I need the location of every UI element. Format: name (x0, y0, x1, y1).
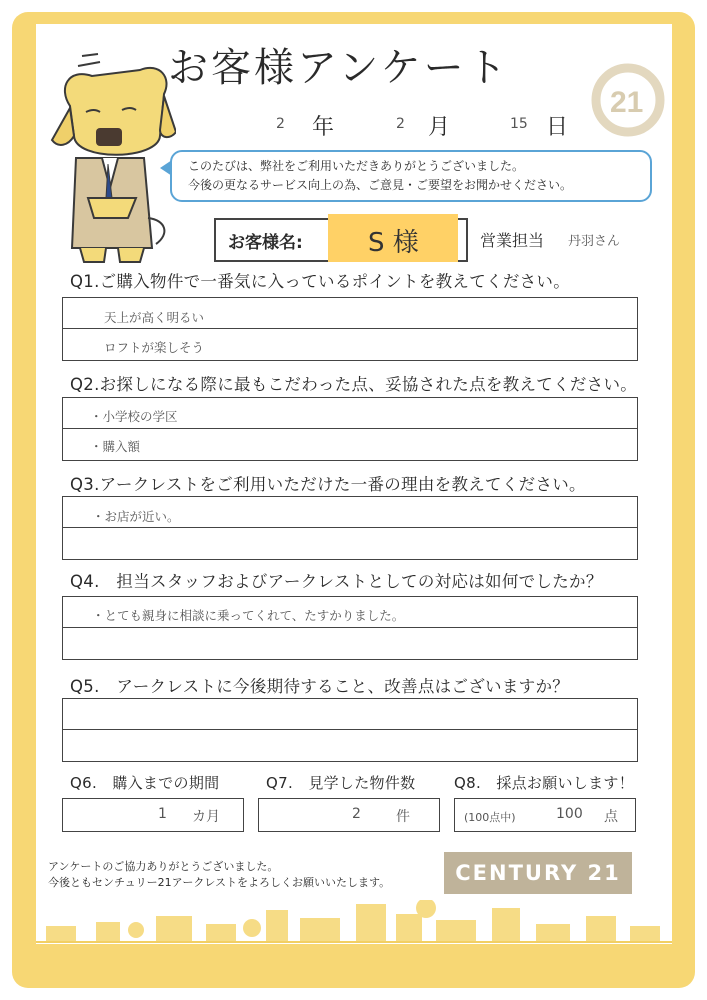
question-5-label: Q5. アークレストに今後期待すること、改善点はございますか？ (70, 677, 570, 696)
intro-line-2: 今後の更なるサービス向上の為、ご意見・ご要望をお聞かせください。 (188, 178, 573, 192)
date-year-label: 年 (312, 115, 335, 140)
sales-staff-label: 営業担当 (480, 231, 545, 250)
question-6-unit: カ月 (192, 809, 220, 825)
date-year-value: 2 (276, 116, 285, 132)
date-day-label: 日 (546, 115, 569, 140)
question-3-answer-line-1: ・お店が近い。 (92, 509, 180, 524)
question-8-value: 100 (556, 806, 583, 822)
question-8-unit: 点 (604, 809, 618, 825)
date-month-label: 月 (428, 115, 451, 140)
town-skyline-icon (36, 900, 672, 944)
intro-bubble (170, 150, 652, 202)
question-2-answer-line-2: ・購入額 (90, 439, 141, 454)
footer-line-1: アンケートのご協力ありがとうございました。 (48, 860, 279, 873)
question-7-value: 2 (352, 806, 361, 822)
question-1-answer-line-2: ロフトが楽しそう (104, 340, 205, 355)
logo-text: 21 (610, 86, 644, 119)
question-4-label: Q4. 担当スタッフおよびアークレストとしての対応は如何でしたか？ (70, 572, 603, 591)
question-2-label: Q2.お探しになる際に最もこだわった点、妥協された点を教えてください。 (70, 375, 638, 394)
customer-name-value: S 様 (368, 228, 419, 258)
question-4-answer-line-1: ・とても親身に相談に乗ってくれて、たすかりました。 (92, 608, 405, 623)
century21-brand-badge: CENTURY 21 (444, 852, 632, 894)
question-7-unit: 件 (396, 809, 410, 825)
customer-name-label: お客様名: (228, 233, 303, 253)
question-5-answer-box (62, 698, 638, 762)
page-title: お客様アンケート (168, 45, 510, 91)
intro-line-1: このたびは、弊社をご利用いただきありがとうございました。 (188, 159, 525, 173)
question-7-label: Q7. 見学した物件数 (266, 774, 416, 792)
question-8-label: Q8. 採点お願いします！ (454, 774, 635, 792)
sales-staff-value: 丹羽さん (568, 234, 621, 249)
question-7-answer-box (258, 798, 440, 832)
question-1-label: Q1.ご購入物件で一番気に入っているポイントを教えてください。 (70, 272, 571, 291)
question-2-answer-line-1: ・小学校の学区 (90, 409, 178, 424)
question-6-label: Q6. 購入までの期間 (70, 774, 220, 792)
question-1-answer-line-1: 天上が高く明るい (104, 310, 205, 325)
date-month-value: 2 (396, 116, 405, 132)
question-3-answer-box (62, 496, 638, 560)
date-day-value: 15 (510, 116, 528, 132)
question-8-prefix: (100点中) (464, 811, 516, 824)
question-6-value: 1 (158, 806, 167, 822)
footer-line-2: 今後ともセンチュリー21アークレストをよろしくお願いいたします。 (48, 876, 391, 889)
dog-mascot-icon (48, 48, 176, 266)
century21-logo-icon (588, 60, 668, 140)
question-3-label: Q3.アークレストをご利用いただけた一番の理由を教えてください。 (70, 475, 586, 494)
